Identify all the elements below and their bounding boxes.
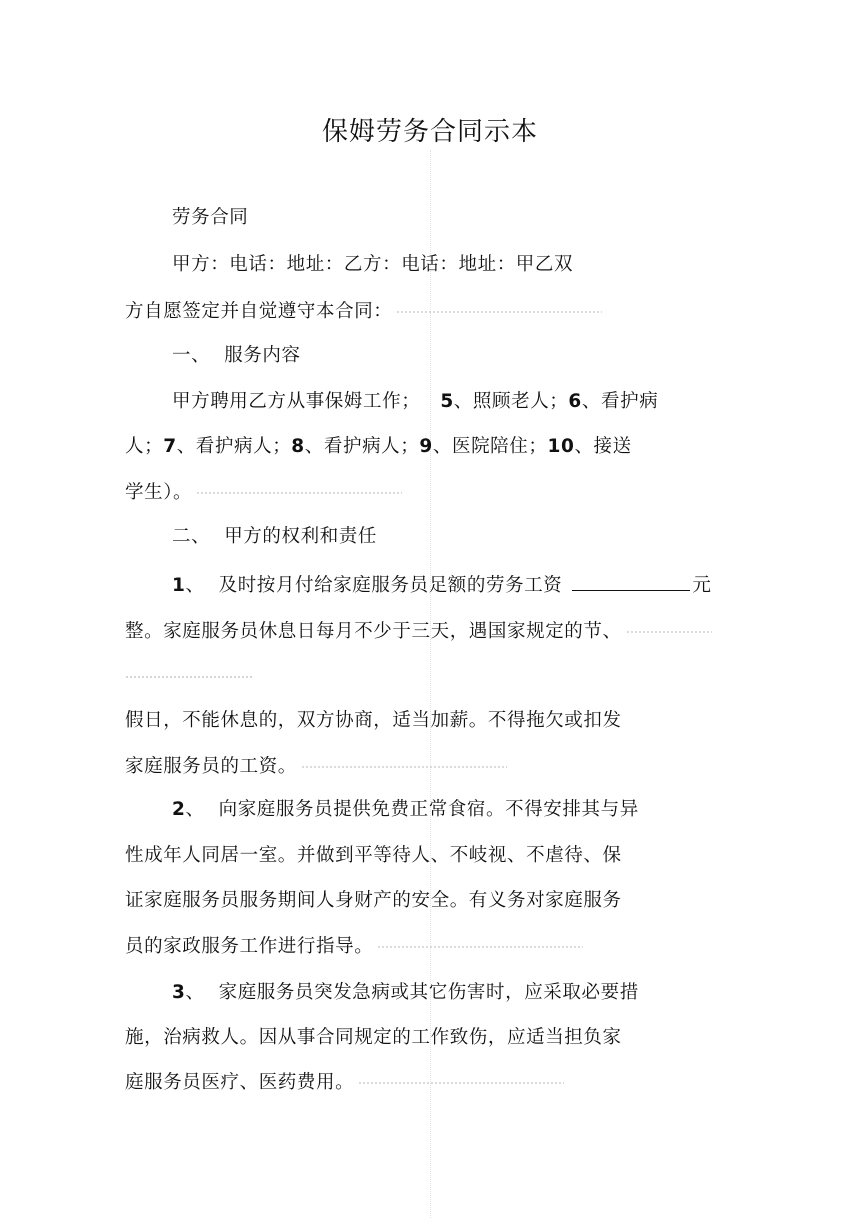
item-1-line-4: [125, 755, 507, 779]
item-1-line-3: 假日，不能休息的，双方协商，适当加薪。不得拖欠或扣发: [125, 710, 622, 731]
text-run: 、: [185, 982, 205, 1003]
text-run: 、看护病人；: [176, 436, 292, 457]
text-run: 甲方聘用乙方从事保姆工作；: [172, 391, 421, 412]
contract-heading: 劳务合同: [172, 207, 249, 228]
text-run: 、照顾老人；: [453, 391, 569, 412]
item-1-line-1: [172, 572, 712, 598]
text-run: 、接送: [574, 436, 632, 457]
watermark-dots: [301, 765, 507, 769]
section-1-line-1: [172, 390, 658, 414]
parties-line-2-text: 方自愿签定并自觉遵守本合同：: [125, 301, 393, 322]
watermark-dots: [396, 310, 602, 314]
number-run: 6: [568, 391, 582, 412]
item-1-line-2: [125, 620, 712, 644]
text-run: 、: [185, 799, 205, 820]
watermark-dots: [377, 945, 583, 949]
text-run: 家庭服务员突发急病或其它伤害时，应采取必要措: [218, 982, 639, 1003]
number-run: 8: [291, 436, 305, 457]
text-run: 及时按月付给家庭服务员足额的劳务工资: [218, 575, 563, 596]
item-1-number: 1: [172, 575, 186, 596]
text-run: 、看护病人；: [304, 436, 420, 457]
watermark-dots: [196, 491, 402, 495]
watermark-dots: [125, 675, 253, 679]
text-run: 员的家政服务工作进行指导。: [125, 936, 374, 957]
section-2-title: 甲方的权利和责任: [224, 526, 378, 547]
text-run: 、: [185, 575, 205, 596]
text-run: 学生）。: [125, 482, 193, 503]
section-1-title: 服务内容: [224, 345, 301, 366]
text-run: 向家庭服务员提供免费正常食宿。不得安排其与异: [218, 799, 639, 820]
section-1-line-2: [125, 435, 632, 459]
document-title: 保姆劳务合同示本: [321, 117, 538, 147]
number-run: 5: [440, 391, 454, 412]
section-2-heading: [172, 525, 377, 549]
watermark-dots: [358, 1081, 564, 1085]
section-1-number: 一、: [172, 345, 211, 366]
item-2-line-1: [172, 798, 639, 822]
text-run: 人；: [125, 436, 164, 457]
item-2-line-2: 性成年人同居一室。并做到平等待人、不岐视、不虐待、保: [125, 845, 622, 866]
section-1-heading: [172, 344, 301, 368]
parties-line-2: [125, 300, 602, 324]
item-3-line-1: [172, 981, 639, 1005]
text-run: 家庭服务员的工资。: [125, 756, 297, 777]
item-2-line-3: 证家庭服务员服务期间人身财产的安全。有义务对家庭服务: [125, 890, 622, 911]
item-3-line-3: [125, 1071, 564, 1095]
wage-blank-field: [572, 572, 690, 591]
text-run: 、医院陪住；: [432, 436, 548, 457]
number-run: 7: [163, 436, 177, 457]
item-3-number: 3: [172, 982, 186, 1003]
number-run: 9: [419, 436, 433, 457]
parties-line-1: 甲方：电话：地址：乙方：电话：地址：甲乙双: [172, 254, 574, 275]
text-run: 庭服务员医疗、医药费用。: [125, 1072, 355, 1093]
item-2-line-4: [125, 935, 583, 959]
watermark-dots: [626, 630, 712, 634]
text-run: 、看护病: [581, 391, 659, 412]
item-3-line-2: 施，治病救人。因从事合同规定的工作致伤，应适当担负家: [125, 1027, 622, 1048]
section-1-line-3: [125, 481, 402, 505]
text-run: 元: [692, 575, 712, 596]
item-2-number: 2: [172, 799, 186, 820]
number-run: 10: [547, 436, 575, 457]
section-2-number: 二、: [172, 526, 211, 547]
text-run: 整。家庭服务员休息日每月不少于三天，遇国家规定的节、: [125, 621, 622, 642]
